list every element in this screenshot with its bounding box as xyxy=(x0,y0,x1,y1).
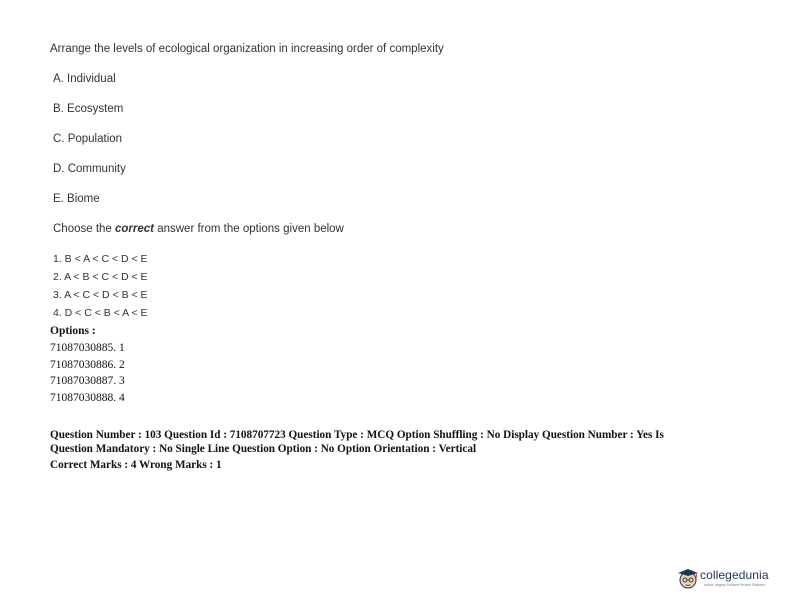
meta-line-3: Correct Marks : 4 Wrong Marks : 1 xyxy=(50,459,222,471)
item-population: C. Population xyxy=(53,133,123,145)
question-stem: Arrange the levels of ecological organization in increasing order of complexity xyxy=(50,43,444,55)
instruction-emphasis: correct xyxy=(115,223,155,235)
item-individual: A. Individual xyxy=(53,73,116,85)
choice-2: 2. A < B < C < D < E xyxy=(53,271,148,283)
option-id-4: 71087030888. 4 xyxy=(50,392,125,404)
option-id-2: 71087030886. 2 xyxy=(50,359,125,371)
option-id-3: 71087030887. 3 xyxy=(50,375,125,387)
options-heading: Options : xyxy=(50,325,96,337)
option-id-1: 71087030885. 1 xyxy=(50,342,125,354)
collegedunia-logo xyxy=(676,566,776,596)
logo-name: collegedunia xyxy=(700,568,769,582)
instruction-suffix: answer from the options given below xyxy=(154,223,344,235)
item-biome: E. Biome xyxy=(53,193,100,205)
choice-4: 4. D < C < B < A < E xyxy=(53,307,148,319)
item-community: D. Community xyxy=(53,163,126,175)
meta-line-1: Question Number : 103 Question Id : 7108707723 Question Type : MCQ Option Shuffling : No Display Question Number : Yes Is xyxy=(50,429,664,441)
student-mascot-icon xyxy=(676,566,700,590)
meta-line-2: Question Mandatory : No Single Line Question Option : No Option Orientation : Vertical xyxy=(50,443,477,455)
choice-3: 3. A < C < D < B < E xyxy=(53,289,148,301)
logo-tagline: India's largest Student Review Platform xyxy=(704,583,765,587)
instruction xyxy=(53,223,344,235)
choice-1: 1. B < A < C < D < E xyxy=(53,253,148,265)
instruction-prefix: Choose the xyxy=(53,223,116,235)
item-ecosystem: B. Ecosystem xyxy=(53,103,124,115)
